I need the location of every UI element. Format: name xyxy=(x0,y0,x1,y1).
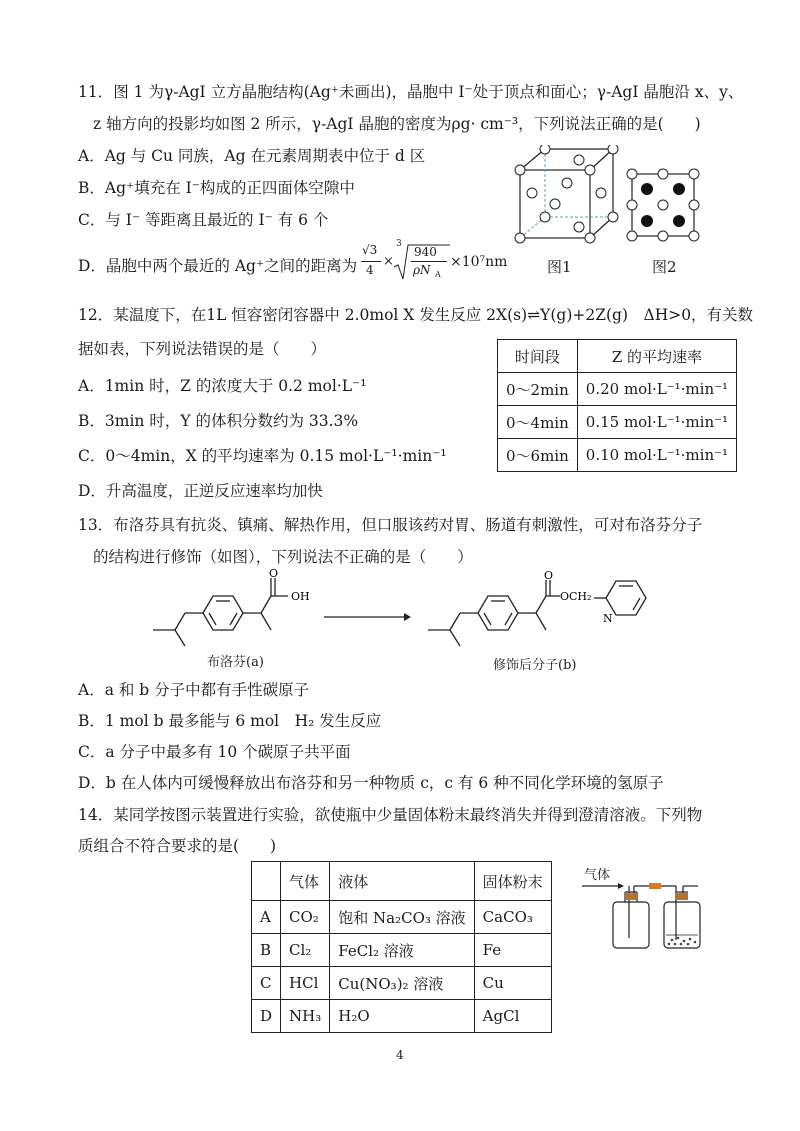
table-header-row xyxy=(498,340,737,373)
table-header-cell: 气体 xyxy=(281,862,330,901)
table-cell: CaCO₃ xyxy=(474,901,551,934)
table-cell: 0.20 mol·L⁻¹·min⁻¹ xyxy=(577,373,736,406)
q11-figure2-projection xyxy=(623,165,703,245)
q14-stem-line2: 质组合不符合要求的是( ) xyxy=(78,837,277,855)
q11-option-d-root-index: 3 xyxy=(396,239,402,249)
q12-rate-table xyxy=(497,339,737,472)
q14-apparatus xyxy=(580,880,710,955)
table-cell: CO₂ xyxy=(281,901,330,934)
q11-option-d-num940: 940 xyxy=(414,245,437,259)
q11-option-d-sub-a: A xyxy=(435,270,441,279)
table-cell: 0～6min xyxy=(498,439,578,472)
table-header-cell xyxy=(252,862,281,901)
table-cell: A xyxy=(252,901,281,934)
q12-stem-line2: 据如表，下列说法错误的是（ ） xyxy=(78,340,327,358)
q11-option-d-suffix: ×10⁷nm xyxy=(450,254,508,270)
q11-stem-line1: 11．图 1 为γ-AgI 立方晶胞结构(Ag⁺未画出)，晶胞中 I⁻处于顶点和面心；γ-AgI 晶胞沿 x、y、 xyxy=(78,83,744,101)
table-header-row xyxy=(252,862,552,901)
q14-stem-line1: 14．某同学按图示装置进行实验，欲使瓶中少量固体粉末最终消失并得到澄清溶液。下列物 xyxy=(78,806,703,824)
table-cell: Cu(NO₃)₂ 溶液 xyxy=(330,967,474,1000)
table-row xyxy=(498,406,737,439)
table-cell: H₂O xyxy=(330,1000,474,1033)
table-row xyxy=(252,967,552,1000)
mol-b-ester-och2: OCH₂ xyxy=(560,590,592,603)
table-header-cell: 固体粉末 xyxy=(474,862,551,901)
mol-a-hydroxyl: OH xyxy=(291,590,310,603)
q11-option-c: C．与 I⁻ 等距离且最近的 I⁻ 有 6 个 xyxy=(78,211,329,229)
q13-option-b: B．1 mol b 最多能与 6 mol H₂ 发生反应 xyxy=(78,712,382,730)
q13-molecule-b-label: 修饰后分子(b) xyxy=(493,658,577,673)
table-row xyxy=(252,901,552,934)
table-header-cell: 液体 xyxy=(330,862,474,901)
table-row xyxy=(252,934,552,967)
q11-option-d-prefix: D．晶胞中两个最近的 Ag⁺之间的距离为 xyxy=(78,257,358,275)
q11-stem-line2: z 轴方向的投影均如图 2 所示，γ-AgI 晶胞的密度为ρg· cm⁻³，下列说法正确的是( ) xyxy=(93,115,701,133)
q11-figure1-cube xyxy=(510,145,620,245)
q11-option-d-rhona: ρN xyxy=(413,263,431,277)
q11-option-d-den4: 4 xyxy=(366,263,374,277)
q13-option-c: C．a 分子中最多有 10 个碳原子共平面 xyxy=(78,743,351,761)
q13-reaction-arrow xyxy=(322,610,412,624)
q13-option-a: A．a 和 b 分子中都有手性碳原子 xyxy=(78,681,310,699)
table-cell: Cl₂ xyxy=(281,934,330,967)
table-header-cell: Z 的平均速率 xyxy=(577,340,736,373)
q13-molecule-b xyxy=(420,568,660,668)
table-cell: HCl xyxy=(281,967,330,1000)
page-number: 4 xyxy=(396,1048,404,1062)
table-row xyxy=(252,1000,552,1033)
q12-option-b: B．3min 时，Y 的体积分数约为 33.3% xyxy=(78,412,359,430)
q12-option-d: D．升高温度，正逆反应速率均加快 xyxy=(78,482,323,500)
table-cell: 0～4min xyxy=(498,406,578,439)
table-cell: Fe xyxy=(474,934,551,967)
q13-stem-line1: 13．布洛芬具有抗炎、镇痛、解热作用，但口服该药对胃、肠道有刺激性，可对布洛芬分子 xyxy=(78,516,703,534)
q13-option-d: D．b 在人体内可缓慢释放出布洛芬和另一种物质 c，c 有 6 种不同化学环境的氢原子 xyxy=(78,774,664,792)
table-header-cell: 时间段 xyxy=(498,340,578,373)
q11-option-d-times: × xyxy=(383,254,394,269)
table-cell: 0.15 mol·L⁻¹·min⁻¹ xyxy=(577,406,736,439)
table-cell: 饱和 Na₂CO₃ 溶液 xyxy=(330,901,474,934)
table-cell: FeCl₂ 溶液 xyxy=(330,934,474,967)
table-cell: D xyxy=(252,1000,281,1033)
q11-option-a: A．Ag 与 Cu 同族，Ag 在元素周期表中位于 d 区 xyxy=(78,147,426,165)
q14-reagent-table xyxy=(251,861,552,1033)
q14-gas-label: 气体 xyxy=(584,868,611,883)
q11-figure1-label: 图1 xyxy=(547,258,572,276)
q13-stem-line2: 的结构进行修饰（如图），下列说法不正确的是（ ） xyxy=(93,548,473,566)
table-cell: AgCl xyxy=(474,1000,551,1033)
mol-b-carbonyl-o: O xyxy=(544,569,554,582)
q13-molecule-a-label: 布洛芬(a) xyxy=(207,655,264,670)
table-row xyxy=(498,439,737,472)
table-cell: 0.10 mol·L⁻¹·min⁻¹ xyxy=(577,439,736,472)
table-cell: C xyxy=(252,967,281,1000)
q12-option-c: C．0～4min，X 的平均速率为 0.15 mol·L⁻¹·min⁻¹ xyxy=(78,447,447,465)
q12-stem-line1: 12．某温度下，在1L 恒容密闭容器中 2.0mol X 发生反应 2X(s)⇌Y(g)+2Z(g) ΔH>0，有关数 xyxy=(78,306,754,324)
q11-option-b: B．Ag⁺填充在 I⁻构成的正四面体空隙中 xyxy=(78,179,355,197)
table-cell: Cu xyxy=(474,967,551,1000)
table-cell: NH₃ xyxy=(281,1000,330,1033)
q12-option-a: A．1min 时，Z 的浓度大于 0.2 mol·L⁻¹ xyxy=(78,377,367,395)
q11-figure2-label: 图2 xyxy=(652,258,677,276)
q11-option-d-sqrt3: √3 xyxy=(362,243,378,257)
table-row xyxy=(498,373,737,406)
table-cell: 0～2min xyxy=(498,373,578,406)
mol-b-pyridine-n: N xyxy=(603,612,613,625)
table-cell: B xyxy=(252,934,281,967)
mol-a-carbonyl-o: O xyxy=(269,568,279,580)
